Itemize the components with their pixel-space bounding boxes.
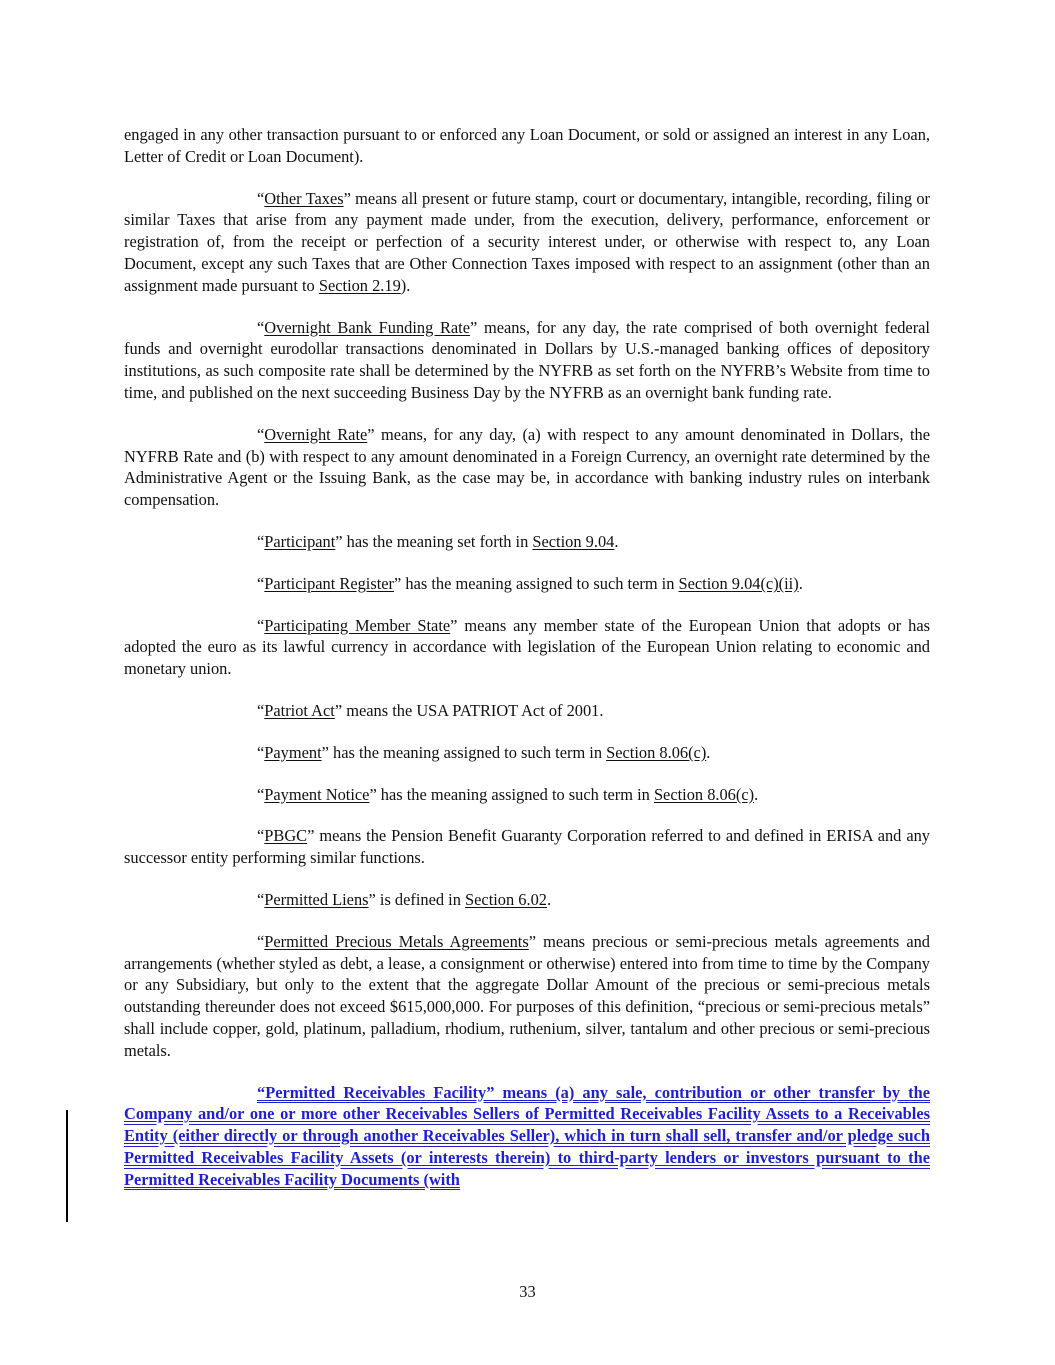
defined-term: Payment (264, 742, 322, 762)
section-reference: Section 9.04(c)(ii) (678, 573, 799, 593)
section-reference: Section 8.06(c) (606, 742, 707, 762)
defined-term: Permitted Liens (264, 889, 369, 909)
section-reference: Section 6.02 (465, 889, 547, 909)
defined-term: Overnight Bank Funding Rate (264, 317, 471, 337)
section-reference: Section 9.04 (532, 531, 615, 551)
revision-change-bar (66, 1110, 68, 1222)
definition-payment: “Payment” has the meaning assigned to such term in Section 8.06(c). (257, 742, 711, 762)
inserted-text: “Permitted Receivables Facility” means (a) any sale, contribution or other transfer by the Company and/or one or more other Receivables Sellers of Permitted Receivables Facility Assets to a Receivables Entity (either directly or through another Receivables Seller), which in turn shall sell, transfer and/or pledge such Permitted Receivables Facility Assets (or interests therein) to third-party lenders or investors pursuant to the Permitted Receivables Facility Documents (with (124, 1082, 930, 1189)
defined-term: Participating Member State (264, 615, 451, 635)
definition-participant: “Participant” has the meaning set forth in Section 9.04. (257, 531, 619, 551)
definition-participant-register: “Participant Register” has the meaning assigned to such term in Section 9.04(c)(ii). (257, 573, 803, 593)
definition-other-taxes: “Other Taxes” means all present or future stamp, court or documentary, intangible, recording, filing or similar Taxes that arise from any payment made under, from the execution, delivery, performance, enforcement or registration of, from the receipt or perfection of a security interest under, or otherwise with respect to, any Loan Document, except any such Taxes that are Other Connection Taxes imposed with respect to an assignment (other than an assignment made pursuant to Section 2.19). (124, 188, 930, 295)
definition-permitted-receivables-facility-inserted (124, 1082, 930, 1191)
section-reference: Section 8.06(c) (653, 784, 755, 804)
defined-term: Patriot Act (264, 700, 335, 720)
defined-term: Other Taxes (264, 188, 344, 208)
defined-term: Participant Register (264, 573, 395, 593)
definition-payment-notice: “Payment Notice” has the meaning assigned to such term in Section 8.06(c). (257, 784, 759, 804)
page-number: 33 (519, 1282, 536, 1301)
definition-overnight-bank-funding-rate: “Overnight Bank Funding Rate” means, for any day, the rate comprised of both overnight federal funds and overnight eurodollar transactions denominated in Dollars by U.S.-managed banking offices of depository institutions, as such composite rate shall be determined by the NYFRB as set forth on the NYFRB’s Website from time to time, and published on the next succeeding Business Day by the NYFRB as an overnight bank funding rate. (124, 317, 930, 402)
definition-permitted-precious-metals-agreements: “Permitted Precious Metals Agreements” means precious or semi-precious metals agreements and arrangements (whether styled as debt, a lease, a consignment or otherwise) entered into from time to time by the Company or any Subsidiary, but only to the extent that the aggregate Dollar Amount of the precious or semi-precious metals outstanding thereunder does not exceed $615,000,000. For purposes of this definition, “precious or semi-precious metals” shall include copper, gold, platinum, palladium, rhodium, ruthenium, silver, tantalum and other precious or semi-precious metals. (124, 931, 930, 1060)
document-page (124, 124, 930, 1210)
section-reference: Section 2.19 (318, 275, 401, 295)
defined-term: PBGC (264, 826, 308, 846)
defined-term: Payment Notice (264, 784, 370, 804)
definition-patriot-act: “Patriot Act” means the USA PATRIOT Act of 2001. (257, 700, 604, 720)
definition-participating-member-state: “Participating Member State” means any member state of the European Union that adopts or has adopted the euro as its lawful currency in accordance with legislation of the European Union relating to economic and monetary union. (124, 615, 931, 679)
paragraph-continuation: engaged in any other transaction pursuant to or enforced any Loan Document, or sold or assigned an interest in any Loan, Letter of Credit or Loan Document). (124, 125, 930, 166)
definition-pbgc: “PBGC” means the Pension Benefit Guaranty Corporation referred to and defined in ERISA and any successor entity performing similar functions. (124, 826, 930, 868)
definition-permitted-liens: “Permitted Liens” is defined in Section 6.02. (257, 889, 552, 909)
defined-term: Participant (264, 531, 336, 551)
definition-overnight-rate: “Overnight Rate” means, for any day, (a) with respect to any amount denominated in Dollars, the NYFRB Rate and (b) with respect to any amount denominated in a Foreign Currency, an overnight rate determined by the Administrative Agent or the Issuing Bank, as the case may be, in accordance with banking industry rules on interbank compensation. (124, 424, 930, 510)
defined-term: Permitted Precious Metals Agreements (264, 931, 529, 951)
defined-term: Overnight Rate (264, 424, 368, 444)
